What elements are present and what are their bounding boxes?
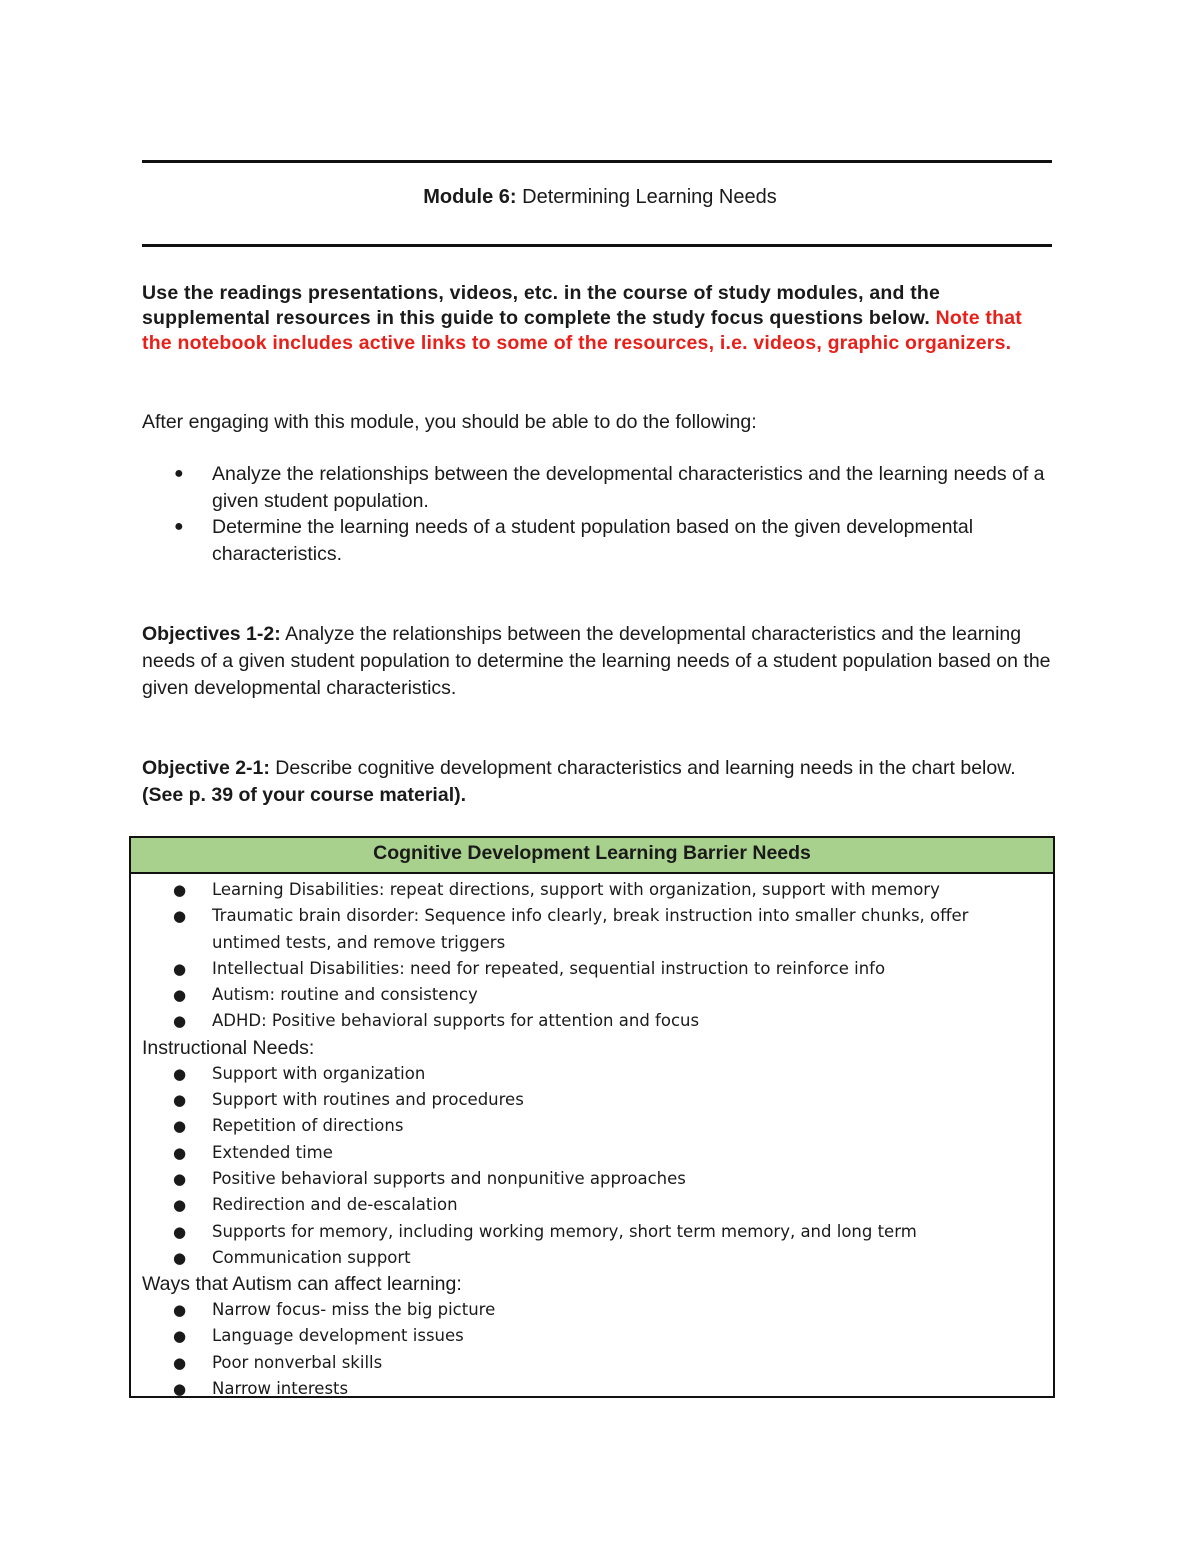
- objective-text: Analyze the relationships between the developmental characteristics and the learning needs of a given student population to determine the learning needs of a student population based on the given developmental characteristics.: [142, 623, 1051, 699]
- list-item: [131, 1061, 1053, 1087]
- autism-list: [131, 1297, 1053, 1402]
- instructional-list: [131, 1061, 1053, 1271]
- bullet-icon: ●: [174, 465, 184, 482]
- goals-list: [142, 461, 1062, 567]
- bullet-icon: ●: [173, 907, 187, 926]
- bullet-icon: ●: [173, 1117, 187, 1136]
- objective-label: Objective 2-1:: [142, 757, 270, 779]
- need-text: Support with routines and procedures: [212, 1090, 524, 1110]
- bullet-icon: ●: [174, 518, 184, 535]
- list-item: [131, 877, 1053, 903]
- list-item: [131, 956, 1053, 982]
- list-item: [131, 1376, 1053, 1402]
- autism-text: Language development issues: [212, 1326, 464, 1346]
- bottom-divider: [142, 244, 1052, 247]
- bullet-icon: ●: [173, 1196, 187, 1215]
- module-title: [0, 184, 1200, 210]
- list-item: [131, 1297, 1053, 1323]
- bullet-icon: ●: [173, 1169, 187, 1188]
- needs-table: [129, 836, 1055, 1398]
- top-divider: [142, 160, 1052, 163]
- list-item: [131, 982, 1053, 1008]
- list-item: [131, 1166, 1053, 1192]
- instructional-needs-heading: Instructional Needs:: [142, 1036, 315, 1059]
- need-text: Positive behavioral supports and nonpunitive approaches: [212, 1168, 686, 1188]
- objective-2-1: [142, 755, 1062, 809]
- autism-text: Narrow interests: [212, 1379, 349, 1399]
- need-text: Supports for memory, including working memory, short term memory, and long term: [212, 1221, 917, 1241]
- list-item: [142, 461, 1062, 514]
- bullet-icon: ●: [173, 959, 187, 978]
- need-text: Extended time: [212, 1142, 333, 1162]
- barrier-text: Autism: routine and consistency: [212, 985, 478, 1005]
- barrier-list: [131, 877, 1053, 1035]
- bullet-icon: ●: [173, 986, 187, 1005]
- autism-text: Narrow focus- miss the big picture: [212, 1300, 496, 1320]
- list-item: [142, 514, 1062, 567]
- objective-text: Describe cognitive development characteristics and learning needs in the chart below.: [269, 757, 1016, 779]
- barrier-text: Intellectual Disabilities: need for repeated, sequential instruction to reinforce info: [212, 958, 886, 978]
- bullet-icon: ●: [173, 1064, 187, 1083]
- list-item: [131, 1323, 1053, 1349]
- need-text: Communication support: [212, 1247, 411, 1267]
- table-body: [131, 874, 1053, 1402]
- bullet-icon: ●: [173, 1327, 187, 1346]
- list-item: [131, 1192, 1053, 1218]
- objective-label: Objectives 1-2:: [142, 623, 281, 645]
- bullet-icon: ●: [173, 1012, 187, 1031]
- after-engaging-text: After engaging with this module, you should be able to do the following:: [142, 411, 757, 433]
- table-header: Cognitive Development Learning Barrier Needs: [131, 838, 1053, 874]
- intro-text: Use the readings presentations, videos, etc. in the course of study modules, and the supplemental resources in this guide to complete the study focus questions below.: [142, 282, 941, 329]
- need-text: Redirection and de-escalation: [212, 1195, 458, 1215]
- list-item: [131, 1245, 1053, 1271]
- autism-heading: Ways that Autism can affect learning:: [142, 1273, 462, 1296]
- bullet-icon: ●: [173, 1380, 187, 1399]
- bullet-icon: ●: [173, 1301, 187, 1320]
- barrier-text: Traumatic brain disorder: Sequence info clearly, break instruction into smaller chunks, offer untimed tests, and remove triggers: [212, 906, 969, 952]
- list-item: [131, 903, 1053, 956]
- goal-text: Determine the learning needs of a student population based on the given developmental characteristics.: [212, 516, 974, 565]
- list-item: [131, 1350, 1053, 1376]
- list-item: [131, 1219, 1053, 1245]
- intro-paragraph: [142, 281, 1057, 356]
- bullet-icon: ●: [173, 1248, 187, 1267]
- goal-text: Analyze the relationships between the developmental characteristics and the learning needs of a given student population.: [212, 463, 1045, 512]
- bullet-icon: ●: [173, 1222, 187, 1241]
- objective-reference: (See p. 39 of your course material).: [142, 784, 467, 806]
- module-label: Module 6:: [423, 186, 517, 208]
- autism-text: Poor nonverbal skills: [212, 1352, 383, 1372]
- module-name: Determining Learning Needs: [522, 186, 777, 208]
- list-item: [131, 1087, 1053, 1113]
- need-text: Repetition of directions: [212, 1116, 404, 1136]
- list-item: [131, 1113, 1053, 1139]
- barrier-text: Learning Disabilities: repeat directions, support with organization, support with memory: [212, 880, 940, 899]
- intro-note: Note that the notebook includes active links to some of the resources, i.e. videos, graphic organizers.: [142, 307, 1022, 354]
- list-item: [131, 1140, 1053, 1166]
- bullet-icon: ●: [173, 881, 187, 899]
- bullet-icon: ●: [173, 1143, 187, 1162]
- objectives-1-2: [142, 621, 1062, 702]
- need-text: Support with organization: [212, 1063, 426, 1083]
- bullet-icon: ●: [173, 1091, 187, 1110]
- bullet-icon: ●: [173, 1353, 187, 1372]
- barrier-text: ADHD: Positive behavioral supports for attention and focus: [212, 1011, 700, 1031]
- list-item: [131, 1008, 1053, 1034]
